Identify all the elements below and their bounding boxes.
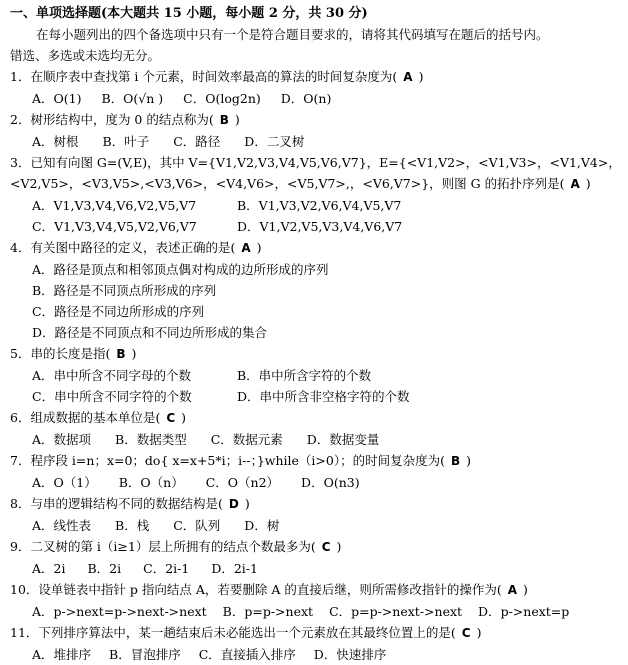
question-2 [10,109,622,152]
option-b: B．O（n） [118,475,184,490]
question-8 [10,493,622,536]
option-b: B．O(√n ) [101,91,164,106]
option-c: C．O（n2） [205,475,280,490]
question-6 [10,407,622,450]
options [10,195,622,237]
question-10 [10,579,622,622]
stem-text: 11．下列排序算法中，某一趟结束后未必能选出一个元素放在其最终位置上的是( [10,625,456,640]
option-c: C．路径 [173,134,221,149]
question-1 [10,66,622,109]
question-stem [10,343,622,365]
option-c: C．路径是不同边所形成的序列 [32,304,205,319]
stem-close: ) [523,582,528,597]
question-11 [10,622,622,665]
option-a: A．树根 [32,134,79,149]
options [10,515,622,536]
stem-text: 3．已知有向图 G=(V,E)，其中 V={V1,V2,V3,V4,V5,V6,V7}，E={<V1,V2>，<V1,V3>，<V1,V4>，<V2,V5>，<V3,V5>,<V3,V6>，<V4,V6>，<V5,V7>,，<V6,V7>}，则图 G 的拓扑序列是( [10,155,621,191]
answer-mark: A [507,583,518,597]
question-stem [10,109,622,131]
answer-mark: A [241,241,251,255]
options [10,558,622,579]
stem-text: 2．树形结构中，度为 0 的结点称为( [10,112,214,127]
option-d: D．二叉树 [244,134,305,149]
stem-close: ) [181,410,187,425]
stem-close: ) [256,240,262,255]
stem-close: ) [336,539,342,554]
option-b: B．串中所含字符的个数 [237,368,372,383]
question-stem [10,579,622,601]
stem-close: ) [418,69,424,84]
option-a: A．路径是顶点和相邻顶点偶对构成的边所形成的序列 [32,262,329,277]
option-c: C．V1,V3,V4,V5,V2,V6,V7 [32,219,197,234]
options [10,472,622,493]
option-d: D．树 [244,518,280,533]
section-instructions [10,24,622,66]
option-b: B．V1,V3,V2,V6,V4,V5,V7 [237,198,402,213]
stem-text: 10．设单链表中指针 p 指向结点 A，若要删除 A 的直接后继，则所需修改指针的操作为( [10,582,502,597]
option-b: B．冒泡排序 [109,647,181,662]
question-3 [10,152,622,237]
question-stem [10,407,622,429]
question-stem [10,622,622,644]
instructions-line-2: 错选、多选或未选均无分。 [10,48,161,63]
option-c: C．串中所含不同字符的个数 [32,389,192,404]
question-stem [10,450,622,472]
answer-mark: C [461,626,471,640]
stem-close: ) [234,112,240,127]
option-d: D．数据变量 [306,432,380,447]
options [10,644,622,665]
question-9 [10,536,622,579]
option-c: C．2i-1 [143,561,190,576]
answer-mark: B [219,113,229,127]
option-c: C．队列 [173,518,221,533]
option-c: C．O(log2n) [183,91,261,106]
stem-text: 8．与串的逻辑结构不同的数据结构是( [10,496,223,511]
stem-close: ) [585,176,591,191]
option-c: C．p=p->next->next [329,604,463,619]
question-stem [10,493,622,515]
stem-text: 6．组成数据的基本单位是( [10,410,161,425]
option-a: A．数据项 [32,432,92,447]
instructions-line-1: 在每小题列出的四个备选项中只有一个是符合题目要求的，请将其代码填写在题后的括号内。 [36,27,549,42]
stem-close: ) [244,496,250,511]
options [10,365,622,407]
option-d: D．串中所含非空格字符的个数 [237,389,410,404]
question-7 [10,450,622,493]
option-c: C．直接插入排序 [198,647,296,662]
question-stem [10,152,622,195]
option-a: A．线性表 [32,518,92,533]
option-a: A．2i [32,561,66,576]
options [10,88,622,109]
stem-text: 7．程序段 i=n；x=0；do{ x=x+5*i；i--；}while（i>0）；的时间复杂度为( [10,453,445,468]
answer-mark: C [166,411,176,425]
answer-mark: B [116,347,126,361]
option-d: D．O(n) [280,91,332,106]
option-c: C．数据元素 [210,432,283,447]
option-d: D．2i-1 [211,561,258,576]
question-stem [10,66,622,88]
option-b: B．叶子 [102,134,150,149]
option-d: D．p->next=p [478,604,570,619]
option-a: A．串中所含不同字母的个数 [32,368,192,383]
option-a: A．O(1) [32,91,82,106]
option-a: A．V1,V3,V4,V6,V2,V5,V7 [32,198,197,213]
question-stem [10,237,622,259]
options [10,131,622,152]
answer-mark: C [321,540,331,554]
stem-close: ) [466,453,472,468]
option-d: D．O(n3) [301,475,360,490]
option-b: B．2i [87,561,122,576]
section-title: 一、单项选择题(本大题共 15 小题，每小题 2 分，共 30 分) [10,6,368,21]
option-b: B．数据类型 [115,432,187,447]
question-4 [10,237,622,343]
stem-text: 9．二叉树的第 i（i≥1）层上所拥有的结点个数最多为( [10,539,316,554]
option-b: B．栈 [115,518,150,533]
options [10,601,622,622]
answer-mark: D [228,497,239,511]
option-a: A．p->next=p->next->next [32,604,207,619]
answer-mark: B [450,454,461,468]
option-a: A．堆排序 [32,647,92,662]
options [10,429,622,450]
question-stem [10,536,622,558]
stem-text: 1．在顺序表中查找第 i 个元素，时间效率最高的算法的时间复杂度为( [10,69,398,84]
option-a: A．O（1） [32,475,97,490]
stem-text: 5．串的长度是指( [10,346,111,361]
question-5 [10,343,622,407]
option-d: D．快速排序 [313,647,387,662]
options [10,259,622,343]
option-b: B．路径是不同顶点所形成的序列 [32,283,217,298]
stem-close: ) [131,346,137,361]
option-d: D．路径是不同顶点和不同边所形成的集合 [32,325,268,340]
option-b: B．p=p->next [222,604,314,619]
stem-text: 4．有关图中路径的定义，表述正确的是( [10,240,236,255]
option-d: D．V1,V2,V5,V3,V4,V6,V7 [237,219,403,234]
answer-mark: A [570,177,580,191]
answer-mark: A [403,70,413,84]
stem-close: ) [476,625,482,640]
